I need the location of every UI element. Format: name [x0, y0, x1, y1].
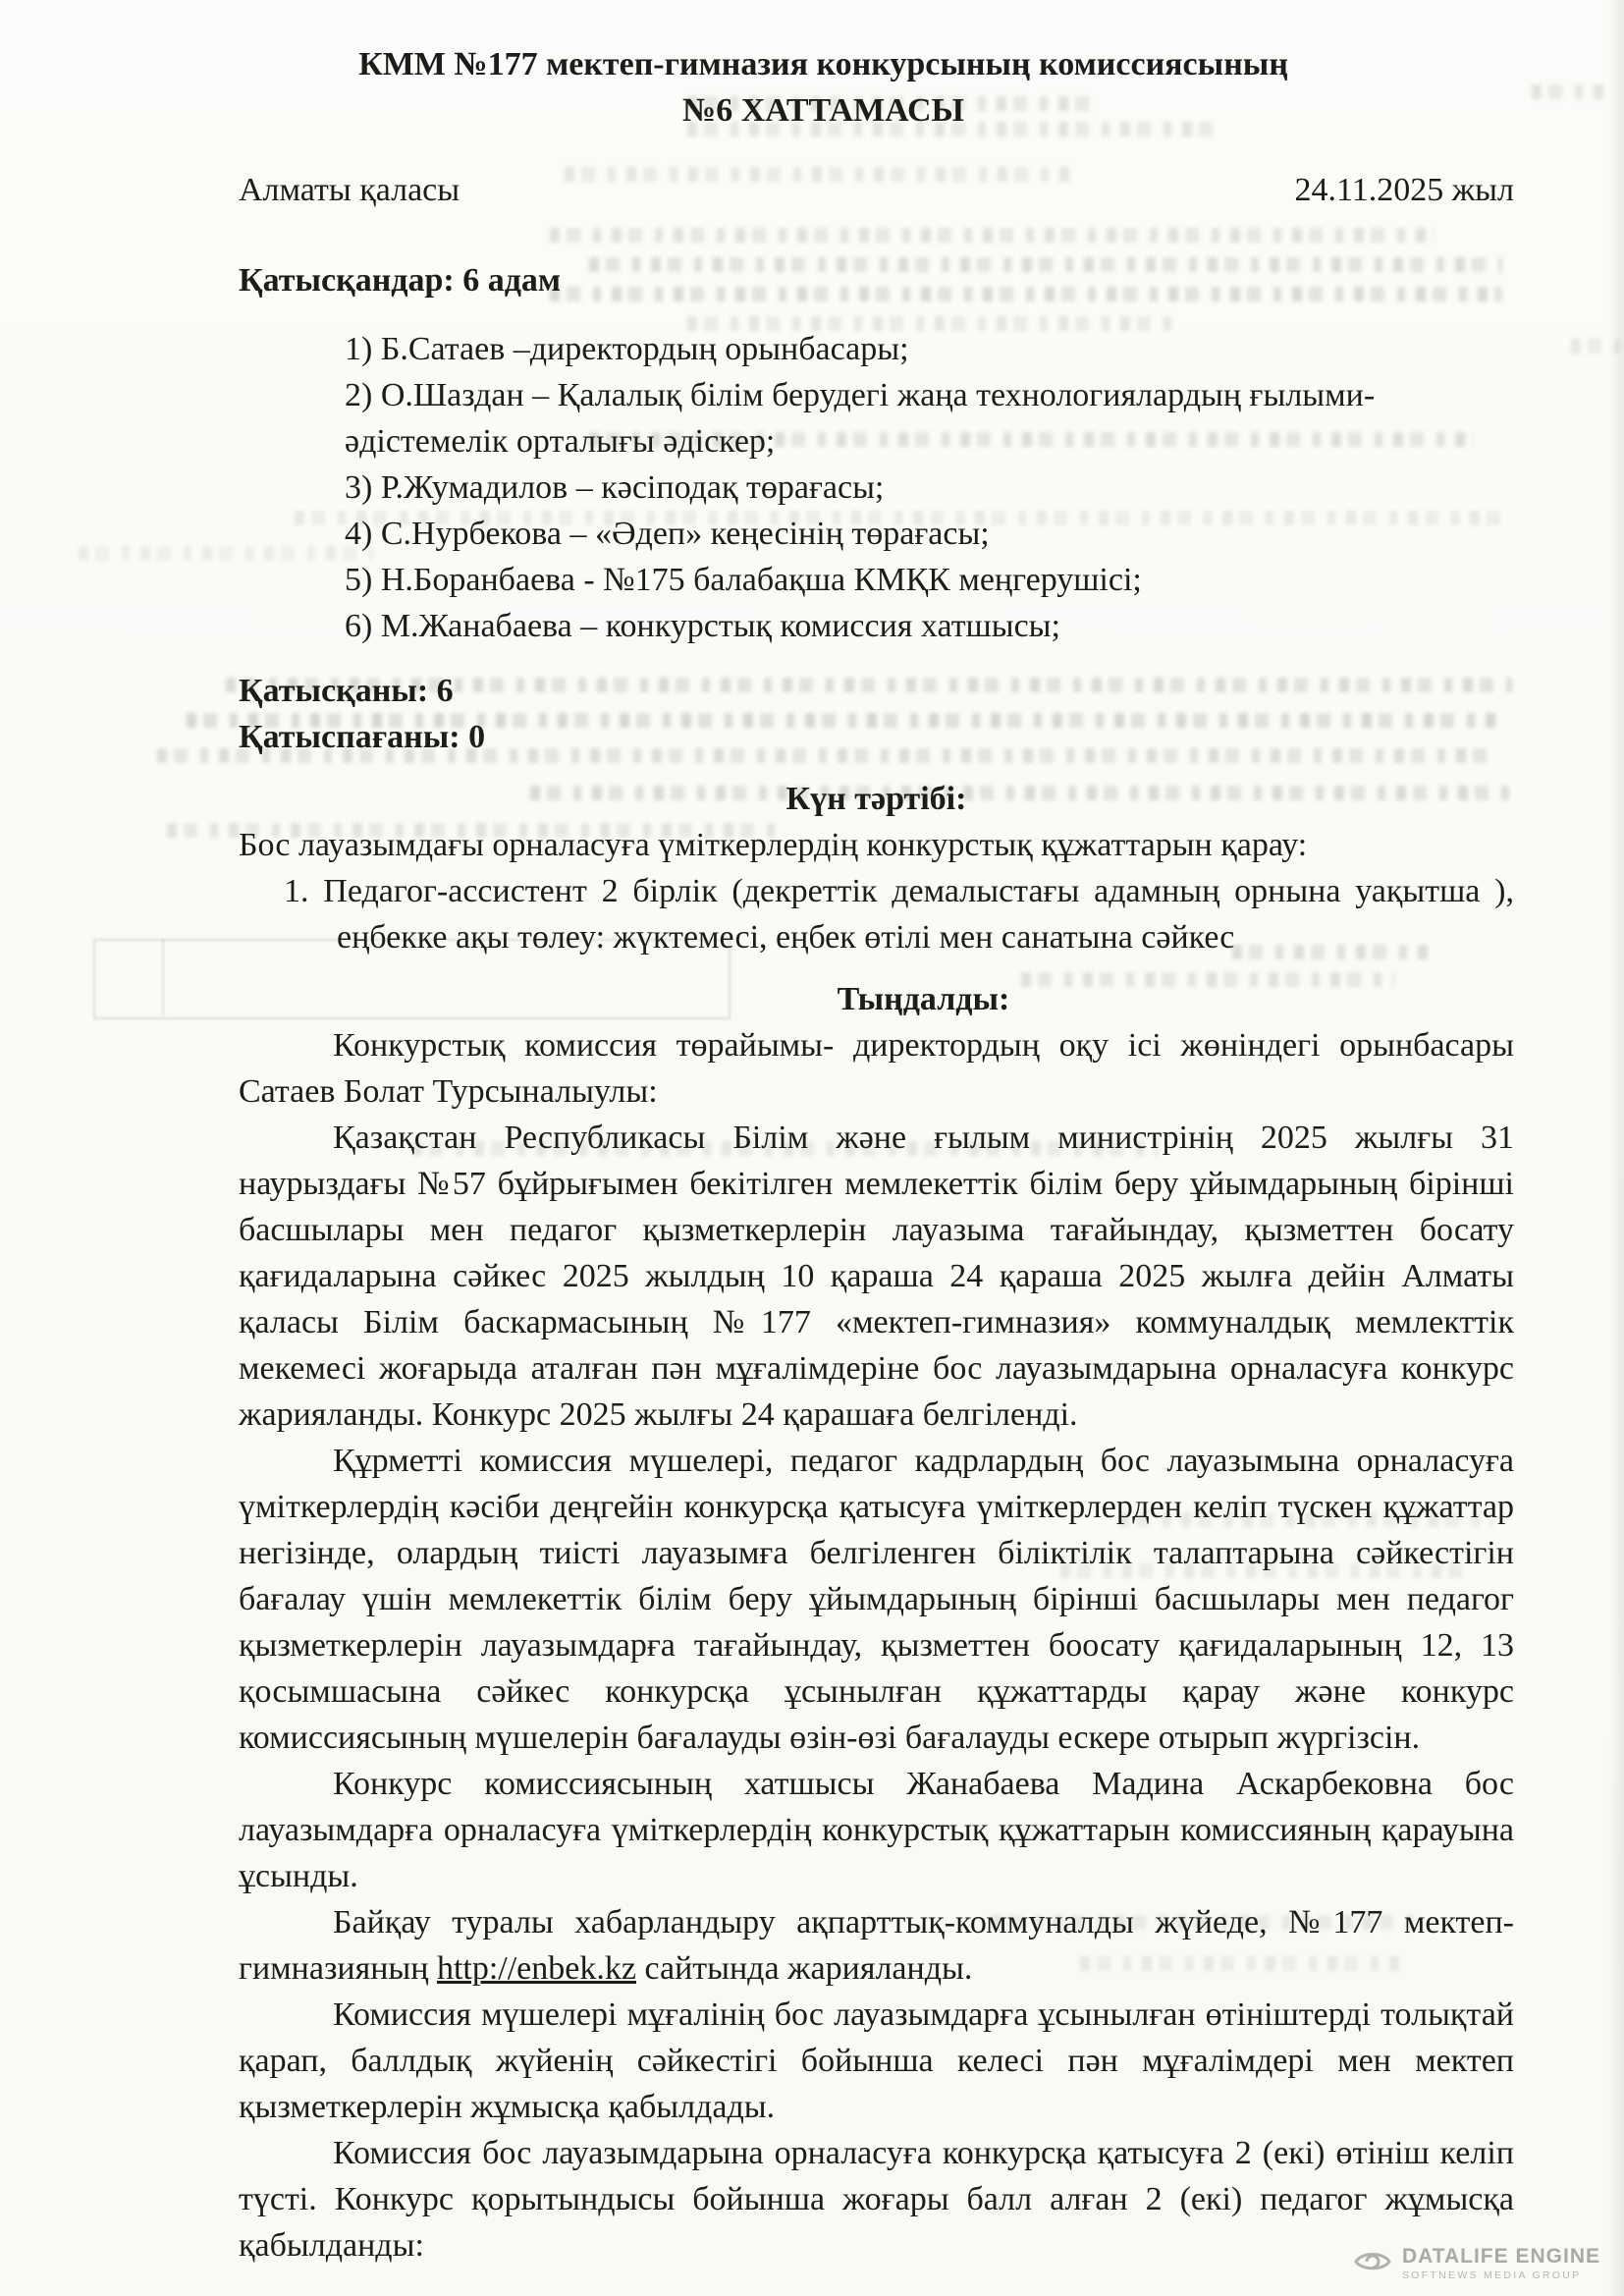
- attendee-item: 3) Р.Жумадилов – кәсіподақ төрағасы;: [345, 469, 885, 506]
- paragraph-text: Байқау туралы хабарландыру ақпарттық-коммуналды жүйеде, №177 мектеп-гимназияның: [239, 1904, 1514, 1987]
- heard-heading: Тыңдалды:: [837, 981, 1010, 1017]
- paragraph: Комиссия мүшелері мұғалінің бос лауазымдарға ұсынылған өтініштерді толықтай қарап, баллдық жүйенің сәйкестігі бойынша келесі пән мұғалімдері мен мектеп қызметкерлерін жұмысқа қабылдады.: [239, 1996, 1514, 2125]
- agenda-item-1: 1. Педагог-ассистент 2 бірлік (декреттік демалыстағы адамның орнына уақытша ), еңбекке ақы төлеу: жүктемесі, еңбек өтілі мен санатына сәйкес: [284, 873, 1514, 956]
- present-count-line: Қатысқаны: 6: [239, 673, 454, 709]
- document-title: [133, 41, 1514, 134]
- bleedthrough-table-artifact: [162, 939, 164, 1015]
- place-date-row: [239, 167, 1514, 213]
- document-body: [239, 41, 1514, 2269]
- title-line-2: №6 ХАТТАМАСЫ: [682, 92, 964, 129]
- enbek-url-text: http://enbek.kz: [436, 1950, 636, 1987]
- scan-edge-shadow: [1608, 0, 1624, 2296]
- paragraph: Қазақстан Республикасы Білім және ғылым министрінің 2025 жылғы 31 наурыздағы №57 бұйрығымен бекітілген мемлекеттік білім беру ұйымдарының бірінші басшылары мен педагог қызметкерлерін лауазыма тағайындау, қызметтен босату қағидаларына сәйкес 2025 жылдың 10 қараша 24 қараша 2025 жылға дейін Алматы қаласы Білім баскармасының №177 «мектеп-гимназия» коммуналдық мемлекттік мекемесі жоғарыда аталған пән мұғалімдеріне бос лауазымдарына орналасуға конкурс жарияланды. Конкурс 2025 жылғы 24 қарашаға белгіленді.: [239, 1120, 1514, 1433]
- attendee-item: 2) О.Шаздан – Қалалық білім берудегі жаңа технологиялардың ғылыми-әдістемелік орталығы әдіскер;: [345, 377, 1376, 460]
- paragraph-with-link: [239, 1899, 1514, 1992]
- title-line-1: КММ №177 мектеп-гимназия конкурсының комиссиясының: [358, 46, 1288, 82]
- quorum-block: [239, 668, 1514, 760]
- absent-count-line: Қатыспағаны: 0: [239, 719, 486, 755]
- paragraph: Құрметті комиссия мүшелері, педагог кадрлардың бос лауазымына орналасуға үміткерлердің кәсіби деңгейін конкурсқа қатысуға үміткерлерден келіп түскен құжаттар негізінде, олардың тиісті лауазымға белгіленген біліктілік талаптарына сәйкестігін бағалау үшін мемлекеттік білім беру ұйымдарының бірінші басшылары мен педагог қызметкерлерін лауазымдарға тағайындау, қызметтен боосату қағидаларының 12, 13 қосымшасына сәйкес конкурсқа ұсынылған құжаттарды қарау және конкурс комиссиясының мүшелерін бағалауды өзін-өзі бағалауды ескере отырып жүргізсін.: [239, 1443, 1514, 1756]
- date-label: 24.11.2025 жыл: [1294, 172, 1514, 208]
- agenda-intro: Бос лауазымдағы орналасуға үміткерлердің конкурстық құжаттарын қарау:: [239, 827, 1308, 863]
- agenda-heading: Күн тәртібі:: [785, 781, 967, 817]
- attendee-item: 5) Н.Боранбаева - №175 балабақша КМҚК меңгерушісі;: [345, 562, 1142, 598]
- paragraph: Конкурстық комиссия төрайымы- директордың оқу ісі жөніндегі орынбасары Сатаев Болат Турсыналыулы:: [239, 1027, 1514, 1110]
- watermark-title: DATALIFE ENGINE: [1401, 2244, 1600, 2268]
- attendee-item: 6) М.Жанабаева – конкурстық комиссия хатшысы;: [345, 608, 1060, 644]
- datalife-engine-watermark: [1353, 2244, 1600, 2282]
- watermark-text-block: [1402, 2246, 1600, 2281]
- paragraph-text: сайтында жарияланды.: [635, 1950, 973, 1987]
- attendee-item: 4) С.Нурбекова – «Әдеп» кеңесінің төрағасы;: [345, 516, 990, 552]
- datalife-eye-icon: [1353, 2244, 1392, 2282]
- attendees-list: [345, 326, 1514, 649]
- place-label: Алматы қаласы: [239, 172, 460, 208]
- bleedthrough-artifact: [1532, 84, 1610, 99]
- attendee-item: 1) Б.Сатаев –директордың орынбасары;: [345, 331, 909, 367]
- watermark-tagline: SOFTNEWS MEDIA GROUP: [1401, 2269, 1582, 2281]
- paragraph: Конкурс комиссиясының хатшысы Жанабаева Мадина Аскарбековна бос лауазымдарға орналасуға үміткерлердің конкурстық құжаттарын комиссияның қарауына ұсынды.: [239, 1766, 1514, 1894]
- attendees-heading: Қатысқандар: 6 адам: [239, 262, 562, 299]
- paragraph: Комиссия бос лауазымдарына орналасуға конкурсқа қатысуға 2 (екі) өтініш келіп түсті. Конкурс қорытындысы бойынша жоғары балл алған 2 (екі) педагог жұмысқа қабылданды:: [239, 2135, 1514, 2264]
